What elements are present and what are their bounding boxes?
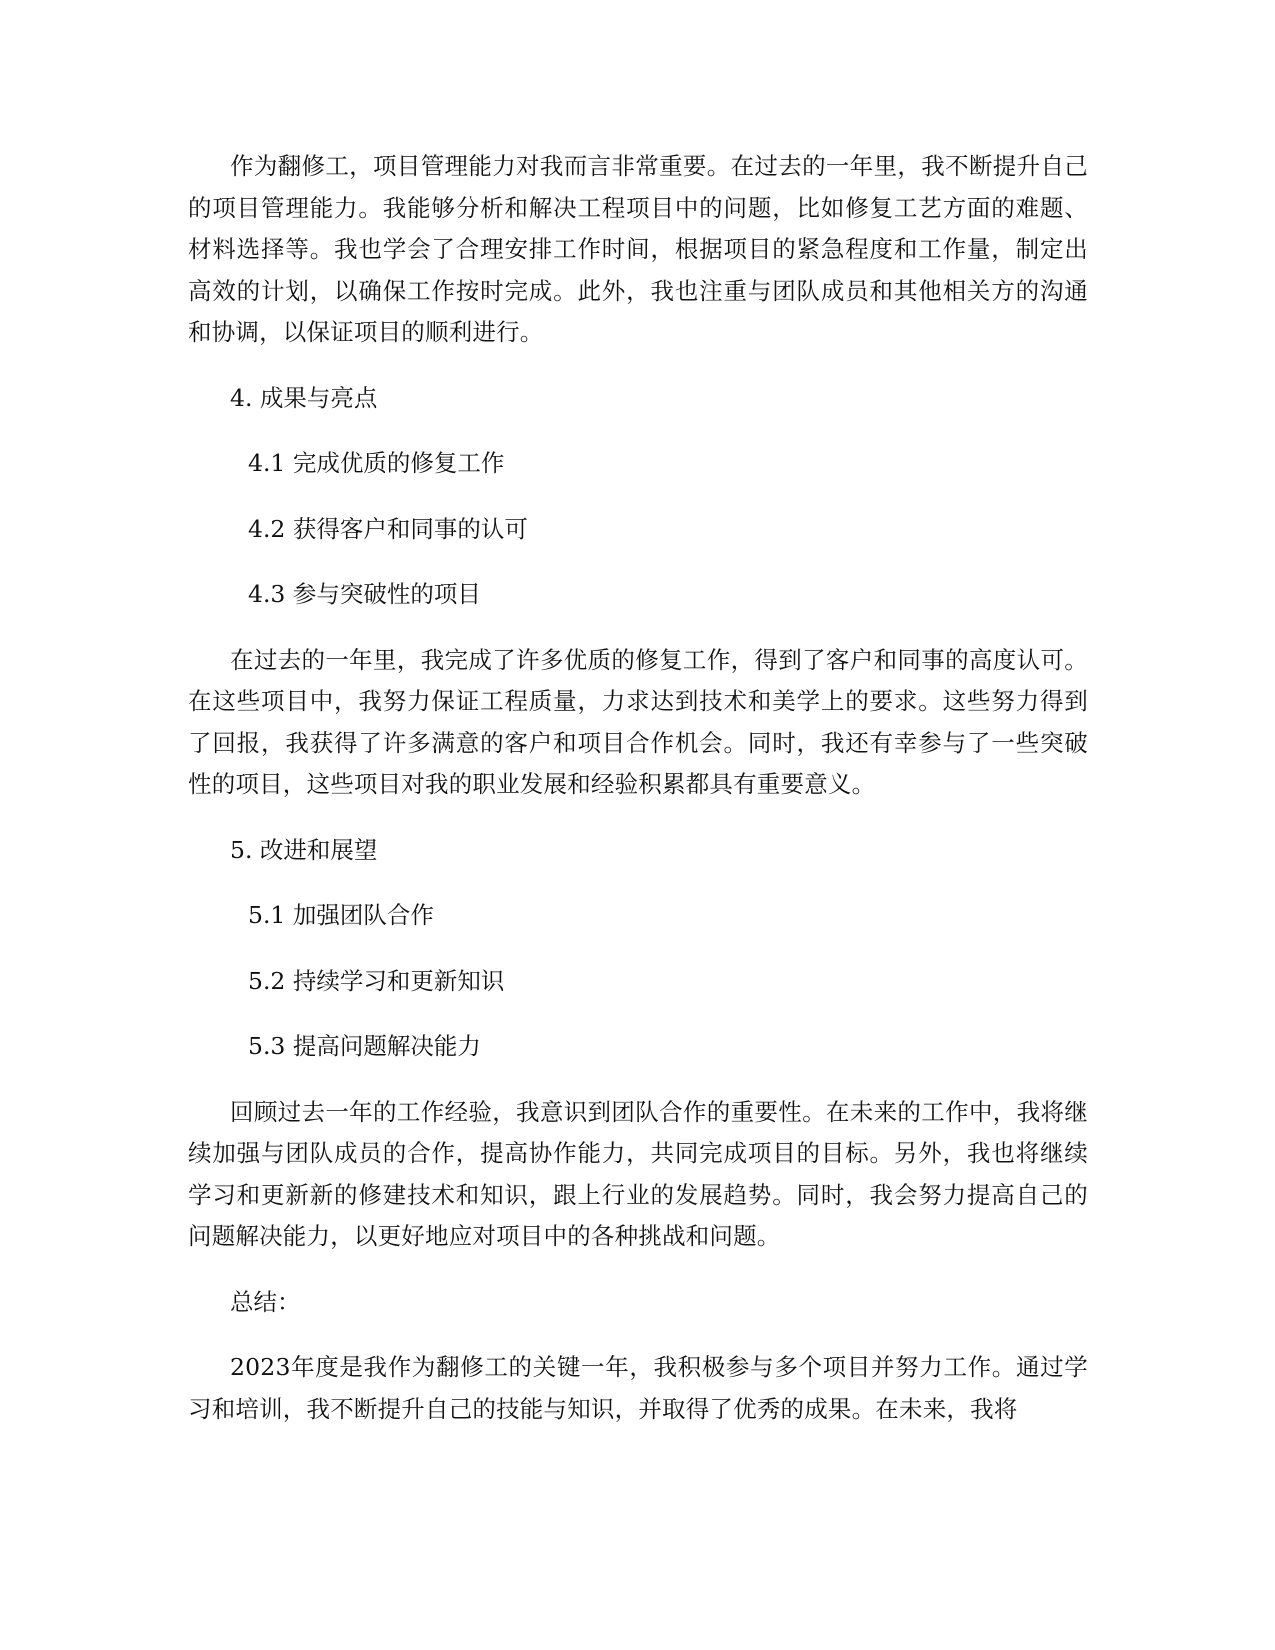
- spacer: [188, 616, 1088, 640]
- subheading-4-3: 4.3 参与突破性的项目: [248, 580, 481, 608]
- spacer: [188, 1002, 1088, 1026]
- spacer: [188, 485, 1088, 509]
- spacer: [188, 419, 1088, 443]
- spacer: [188, 871, 1088, 895]
- spacer: [188, 937, 1088, 961]
- summary-label: 总结：: [230, 1287, 301, 1316]
- subheading-5-1: 5.1 加强团队合作: [248, 901, 434, 929]
- paragraph-outlook: 回顾过去一年的工作经验，我意识到团队合作的重要性。在未来的工作中，我将继续加强与团队成员的合作，提高协作能力，共同完成项目的目标。另外，我也将继续学习和更新新的修建技术和知识，跟上行业的发展趋势。同时，我会努力提高自己的问题解决能力，以更好地应对项目中的各种挑战和问题。: [188, 1097, 1088, 1250]
- paragraph-achievements: 在过去的一年里，我完成了许多优质的修复工作，得到了客户和同事的高度认可。在这些项目中，我努力保证工程质量，力求达到技术和美学上的要求。这些努力得到了回报，我获得了许多满意的客户和项目合作机会。同时，我还有幸参与了一些突破性的项目，这些项目对我的职业发展和经验积累都具有重要意义。: [188, 645, 1088, 798]
- subheading-5-2: 5.2 持续学习和更新知识: [248, 966, 505, 995]
- spacer: [188, 1068, 1088, 1092]
- spacer: [188, 354, 1088, 378]
- spacer: [188, 1258, 1088, 1282]
- spacer: [188, 806, 1088, 830]
- section-heading-achievements: 4. 成果与亮点: [230, 383, 378, 412]
- subheading-5-3: 5.3 提高问题解决能力: [248, 1032, 481, 1060]
- spacer: [188, 550, 1088, 574]
- paragraph-summary: 2023年度是我作为翻修工的关键一年，我积极参与多个项目并努力工作。通过学习和培训，我不断提升自己的技能与知识，并取得了优秀的成果。在未来，我将: [188, 1353, 1088, 1423]
- subheading-4-2: 4.2 获得客户和同事的认可: [248, 514, 528, 543]
- spacer: [188, 1323, 1088, 1347]
- document-page: [188, 146, 1088, 1430]
- subheading-4-1: 4.1 完成优质的修复工作: [248, 449, 505, 477]
- paragraph-project-management: 作为翻修工，项目管理能力对我而言非常重要。在过去的一年里，我不断提升自己的项目管理能力。我能够分析和解决工程项目中的问题，比如修复工艺方面的难题、材料选择等。我也学会了合理安排工作时间，根据项目的紧急程度和工作量，制定出高效的计划，以确保工作按时完成。此外，我也注重与团队成员和其他相关方的沟通和协调，以保证项目的顺利进行。: [188, 152, 1088, 346]
- section-heading-improvement: 5. 改进和展望: [230, 835, 378, 864]
